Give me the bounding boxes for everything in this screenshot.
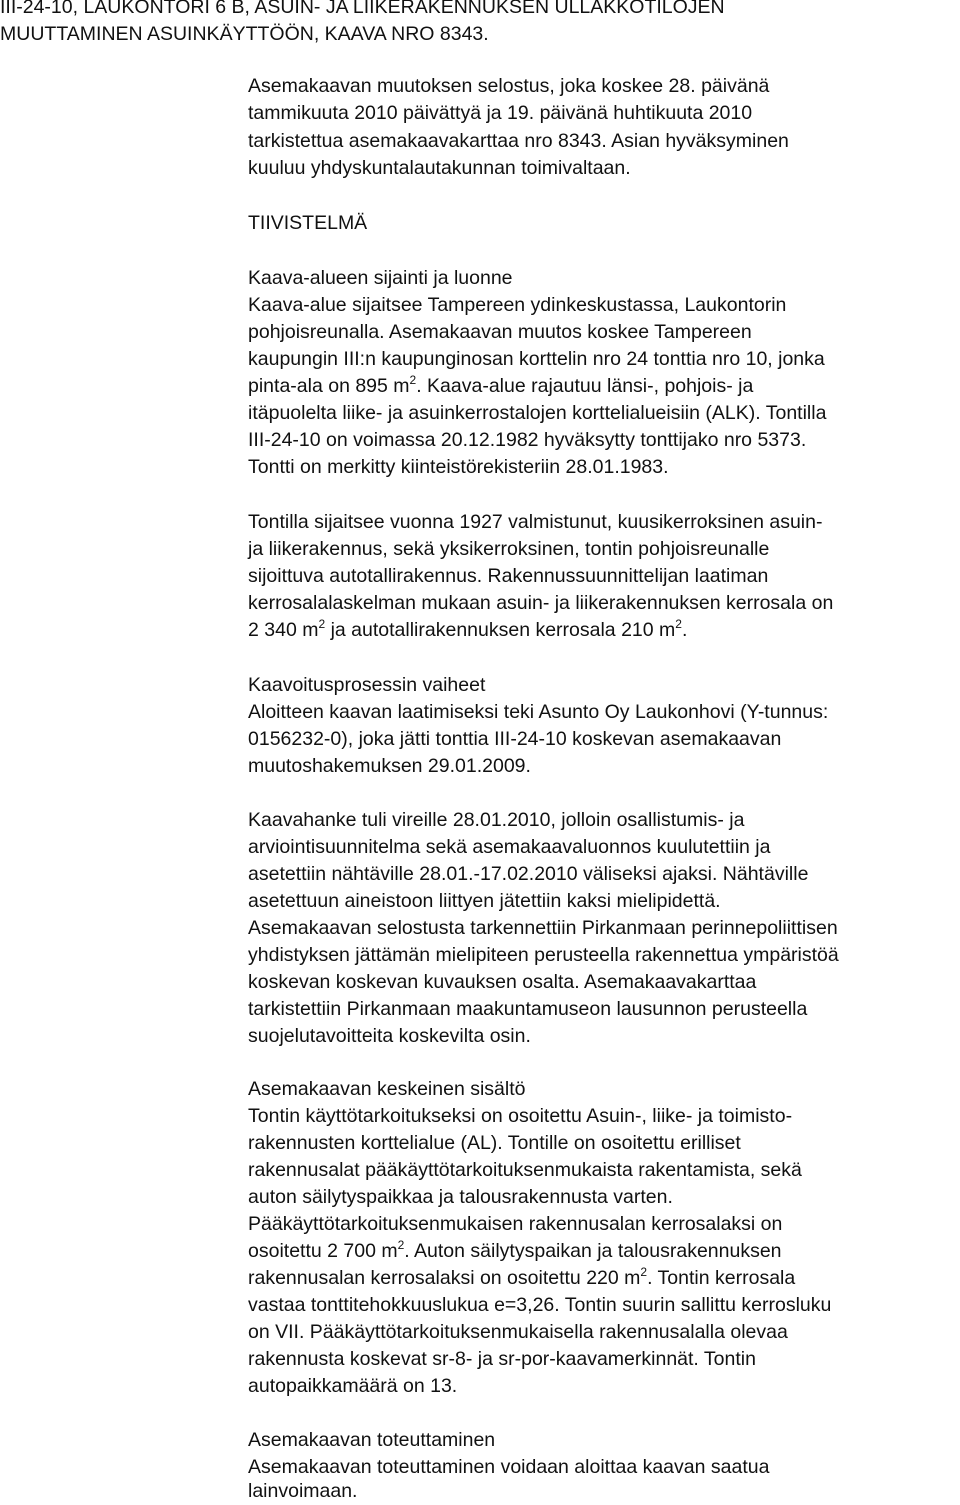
content-line-11: autopaikkamäärä on 13. [248,1375,458,1397]
intro-line-2: tammikuuta 2010 päivättyä ja 19. päivänä huhtikuuta 2010 [248,102,753,124]
content-line-3: rakennusalat pääkäyttötarkoituksenmukaista rakentamista, sekä [248,1159,802,1181]
project-line-8: tarkistettiin Pirkanmaan maakuntamuseon lausunnon perusteella [248,998,808,1020]
summary-heading: TIIVISTELMÄ [248,212,368,234]
location-line-2: pohjoisreunalla. Asemakaavan muutos koskee Tampereen [248,321,752,343]
content-line-7 [248,1265,795,1292]
location-line-7: Tontti on merkitty kiinteistörekisteriin 28.01.1983. [248,456,669,478]
location-heading: Kaava-alueen sijainti ja luonne [248,267,513,289]
project-line-7: koskevan koskevan kuvauksen osalta. Asemakaavakarttaa [248,971,757,993]
superscript: 2 [675,617,682,631]
location-line-4-text-end: . Kaava-alue rajautuu länsi-, pohjois- ja [416,375,754,397]
building-line-5-text-end: . [681,619,688,641]
building-line-5 [248,617,687,644]
superscript: 2 [409,373,417,387]
location-line-4-text: pinta-ala on 895 m [248,375,410,397]
building-line-5-text-mid: ja autotallirakennuksen kerrosala 210 m [325,619,676,641]
intro-line-4: kuuluu yhdyskuntalautakunnan toimivaltaan. [248,157,631,179]
project-line-5: Asemakaavan selostusta tarkennettiin Pirkanmaan perinnepoliittisen [248,917,838,939]
document-title-line-2: MUUTTAMINEN ASUINKÄYTTÖÖN, KAAVA NRO 8343. [0,23,489,45]
content-line-10: rakennusta koskevat sr-8- ja sr-por-kaavamerkinnät. Tontin [248,1348,756,1370]
superscript: 2 [640,1265,648,1279]
building-line-3: sijoittuva autotallirakennus. Rakennussuunnittelijan laatiman [248,565,769,587]
location-line-1: Kaava-alue sijaitsee Tampereen ydinkeskustassa, Laukontorin [248,294,787,316]
project-line-4: asetettuun aineistoon liittyen jätettiin kaksi mielipidettä. [248,890,721,912]
intro-line-3: tarkistettua asemakaavakarttaa nro 8343. Asian hyväksyminen [248,130,789,152]
project-line-2: arviointisuunnitelma sekä asemakaavaluonnos kuulutettiin ja [248,836,771,858]
content-line-4: auton säilytyspaikkaa ja talousrakennusta varten. [248,1186,673,1208]
content-line-7-text: rakennusalan kerrosalaksi on osoitettu 220 m [248,1267,641,1289]
content-line-8: vastaa tonttitehokkuuslukua e=3,26. Tontin suurin sallittu kerrosluku [248,1294,832,1316]
content-line-6 [248,1238,782,1265]
location-line-6: III-24-10 on voimassa 20.12.1982 hyväksytty tonttijako nro 5373. [248,429,807,451]
document-title-line-1: III-24-10, LAUKONTORI 6 B, ASUIN- JA LIIKERAKENNUKSEN ULLAKKOTILOJEN [0,0,725,18]
building-line-1: Tontilla sijaitsee vuonna 1927 valmistunut, kuusikerroksinen asuin- [248,511,823,533]
building-line-2: ja liikerakennus, sekä yksikerroksinen, tontin pohjoisreunalle [248,538,770,560]
content-line-9: on VII. Pääkäyttötarkoituksenmukaisella rakennusalalla olevaa [248,1321,788,1343]
location-line-4 [248,373,753,400]
project-line-1: Kaavahanke tuli vireille 28.01.2010, jolloin osallistumis- ja [248,809,745,831]
building-line-5-text: 2 340 m [248,619,319,641]
content-line-6-text: osoitettu 2 700 m [248,1240,398,1262]
project-line-9: suojelutavoitteita koskevilta osin. [248,1025,531,1047]
intro-line-1: Asemakaavan muutoksen selostus, joka koskee 28. päivänä [248,75,770,97]
process-line-1: Aloitteen kaavan laatimiseksi teki Asunto Oy Laukonhovi (Y-tunnus: [248,701,829,723]
project-line-6: yhdistyksen jättämän mielipiteen perusteella rakennettua ympäristöä [248,944,839,966]
content-line-5: Pääkäyttötarkoituksenmukaisen rakennusalan kerrosalaksi on [248,1213,783,1235]
building-line-4: kerrosalalaskelman mukaan asuin- ja liikerakennuksen kerrosala on [248,592,834,614]
content-line-2: rakennusten korttelialue (AL). Tontille on osoitettu erilliset [248,1132,741,1154]
project-line-3: asetettiin nähtäville 28.01.-17.02.2010 väliseksi ajaksi. Nähtäville [248,863,809,885]
process-heading: Kaavoitusprosessin vaiheet [248,674,486,696]
content-heading: Asemakaavan keskeinen sisältö [248,1078,526,1100]
content-line-1: Tontin käyttötarkoitukseksi on osoitettu Asuin-, liike- ja toimisto- [248,1105,793,1127]
content-line-6-text-end: . Auton säilytyspaikan ja talousrakennuksen [404,1240,782,1262]
implementation-heading: Asemakaavan toteuttaminen [248,1429,496,1451]
location-line-3: kaupungin III:n kaupunginosan korttelin nro 24 tonttia nro 10, jonka [248,348,825,370]
process-line-2: 0156232-0), joka jätti tonttia III-24-10 koskevan asemakaavan [248,728,782,750]
implementation-line-1: Asemakaavan toteuttaminen voidaan aloittaa kaavan saatua [248,1456,770,1478]
superscript: 2 [397,1238,405,1252]
content-line-7-text-end: . Tontin kerrosala [647,1267,796,1289]
implementation-line-2: lainvoimaan. [248,1480,358,1502]
process-line-3: muutoshakemuksen 29.01.2009. [248,755,531,777]
location-line-5: itäpuolelta liike- ja asuinkerrostalojen korttelialueisiin (ALK). Tontilla [248,402,827,424]
superscript: 2 [318,617,326,631]
